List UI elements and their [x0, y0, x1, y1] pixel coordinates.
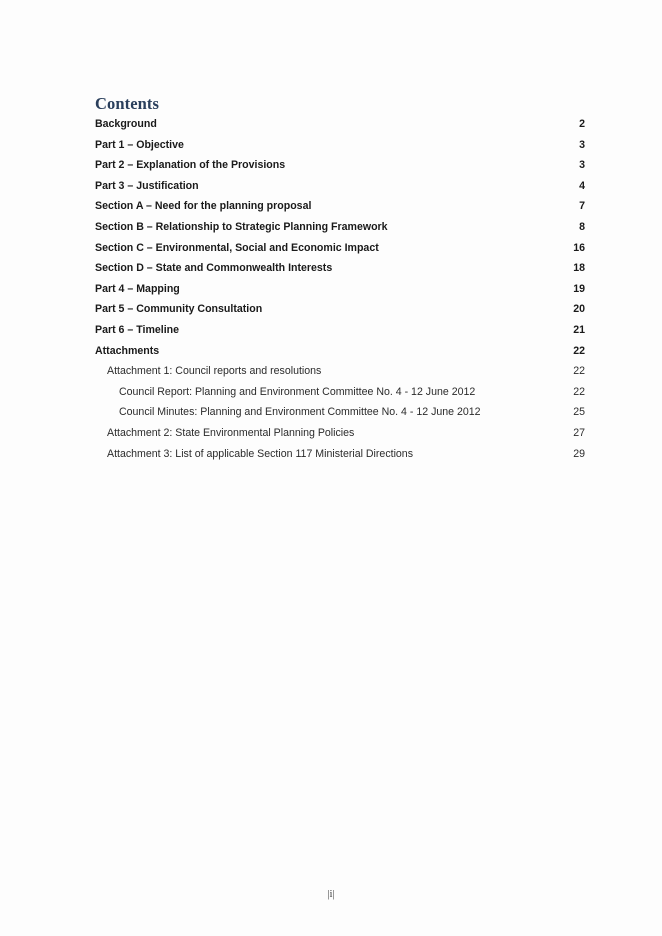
toc-subentry[interactable] [95, 444, 585, 465]
toc-entry-page: 20 [573, 303, 585, 316]
page-number-footer: |i| [327, 889, 335, 900]
toc-subentry[interactable] [95, 361, 585, 382]
toc-entry-label: Attachment 3: List of applicable Section 117 Ministerial Directions [107, 447, 413, 460]
toc-entry-label: Attachments [95, 344, 160, 357]
toc-entry-page: 22 [573, 344, 585, 357]
toc-entry[interactable] [95, 196, 585, 217]
toc-entry[interactable] [95, 176, 585, 197]
toc-entry[interactable] [95, 217, 585, 238]
toc-subentry[interactable] [95, 423, 585, 444]
toc-entry-page: 2 [579, 118, 585, 130]
toc-entry-label: Council Minutes: Planning and Environment Committee No. 4 - 12 June 2012 [119, 406, 481, 419]
toc-entry-page: 21 [573, 323, 585, 336]
toc-entry-label: Part 6 – Timeline [95, 323, 180, 336]
toc-entry-label: Council Report: Planning and Environment Committee No. 4 - 12 June 2012 [119, 385, 476, 398]
toc-entry-label: Background [95, 118, 157, 130]
toc-entry-page: 3 [579, 138, 585, 151]
toc-entry-label: Part 5 – Community Consultation [95, 303, 263, 316]
toc-entry-label: Part 3 – Justification [95, 179, 199, 192]
toc-entry-label: Part 4 – Mapping [95, 282, 180, 295]
toc-entry-label: Attachment 2: State Environmental Planning Policies [107, 426, 355, 439]
toc-entry[interactable] [95, 299, 585, 320]
toc-subentry[interactable] [95, 382, 585, 403]
toc-entry[interactable] [95, 279, 585, 300]
toc-entry-label: Section A – Need for the planning proposal [95, 200, 312, 213]
contents-heading: Contents [95, 94, 160, 113]
toc-entry-page: 7 [579, 200, 585, 213]
toc-entry[interactable] [95, 238, 585, 259]
toc-entry[interactable] [95, 155, 585, 176]
toc-entry-page: 16 [573, 241, 585, 254]
toc-entry-page: 29 [573, 447, 585, 460]
toc-entry-label: Section C – Environmental, Social and Economic Impact [95, 241, 379, 254]
toc-entry-page: 18 [573, 262, 585, 275]
toc-entry-page: 4 [579, 179, 585, 192]
toc-subentry[interactable] [95, 402, 585, 423]
toc-entry-page: 8 [579, 220, 585, 233]
toc-entry[interactable] [95, 341, 585, 362]
toc-entry-page: 19 [573, 282, 585, 295]
toc-entry-page: 22 [573, 385, 585, 398]
toc-entry-page: 3 [579, 159, 585, 172]
toc-entry-label: Part 1 – Objective [95, 138, 184, 151]
toc-entry[interactable] [95, 320, 585, 341]
toc-entry-page: 25 [573, 406, 585, 419]
toc-entry-label: Section B – Relationship to Strategic Planning Framework [95, 220, 388, 233]
toc-entry[interactable] [95, 258, 585, 279]
toc-entry-label: Part 2 – Explanation of the Provisions [95, 159, 286, 172]
table-of-contents [95, 114, 585, 464]
toc-entry-label: Attachment 1: Council reports and resolutions [107, 365, 322, 378]
toc-entry[interactable] [95, 135, 585, 156]
toc-entry-page: 22 [573, 365, 585, 378]
toc-entry[interactable] [95, 114, 585, 135]
toc-entry-page: 27 [573, 426, 585, 439]
toc-entry-label: Section D – State and Commonwealth Interests [95, 262, 333, 275]
